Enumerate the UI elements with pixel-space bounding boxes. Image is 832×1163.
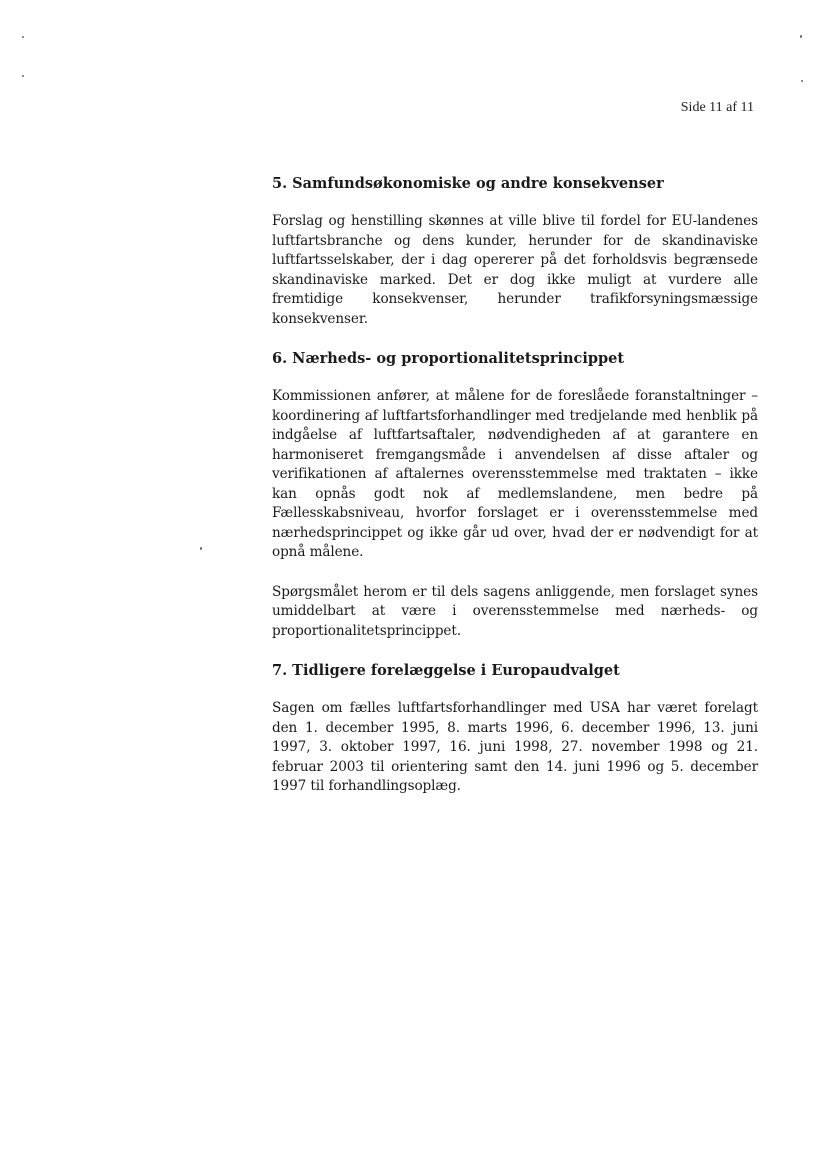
section-6: [272, 349, 758, 641]
section-paragraph: Spørgsmålet herom er til dels sagens anliggende, men forslaget synes umiddelbart at være i overensstemmelse med nærheds- og proportionalitetsprincippet.: [272, 583, 758, 639]
page-number: Side 11 af 11: [680, 100, 754, 115]
scan-speck: [200, 547, 202, 550]
section-5: [272, 174, 758, 329]
scan-speck: [801, 80, 803, 82]
scan-speck: [22, 36, 24, 38]
scan-speck: [22, 75, 24, 77]
section-heading: 7. Tidligere forelæggelse i Europaudvalget: [272, 662, 620, 679]
section-paragraph: Sagen om fælles luftfartsforhandlinger med USA har været forelagt den 1. december 1995, 8. marts 1996, 6. december 1996, 13. juni 1997, 3. oktober 1997, 16. juni 1998, 27. november 1998 og 21. februar 2003 til orientering samt den 14. juni 1996 og 5. december 1997 til forhandlingsoplæg.: [272, 700, 758, 794]
section-heading: 5. Samfundsøkonomiske og andre konsekvenser: [272, 175, 664, 192]
section-paragraph: Kommissionen anfører, at målene for de foreslåede foranstaltninger – koordinering af luftfartsforhandlinger med tredjelande med henblik på indgåelse af luftfartsaftaler, nødvendigheden af at garantere en harmoniseret fremgangsmåde i anvendelsen af disse aftaler og verifikationen af aftalernes overensstemmelse med traktaten – ikke kan opnås godt nok af medlemslandene, men bedre på Fællesskabsniveau, hvorfor forslaget er i overensstemmelse med nærhedsprincippet og ikke går ud over, hvad der er nødvendigt for at opnå målene.: [272, 388, 758, 560]
section-heading: 6. Nærheds- og proportionalitetsprincippet: [272, 350, 625, 367]
section-7: [272, 661, 758, 797]
document-body: [272, 174, 758, 817]
section-paragraph: Forslag og henstilling skønnes at ville blive til fordel for EU-landenes luftfartsbranche og dens kunder, herunder for de skandinaviske luftfartsselskaber, der i dag opererer på det forholdsvis begrænsede skandinaviske marked. Det er dog ikke muligt at vurdere alle fremtidige konsekvenser, herunder trafikforsyningsmæssige konsekvenser.: [272, 213, 758, 327]
scan-speck: [800, 35, 802, 38]
